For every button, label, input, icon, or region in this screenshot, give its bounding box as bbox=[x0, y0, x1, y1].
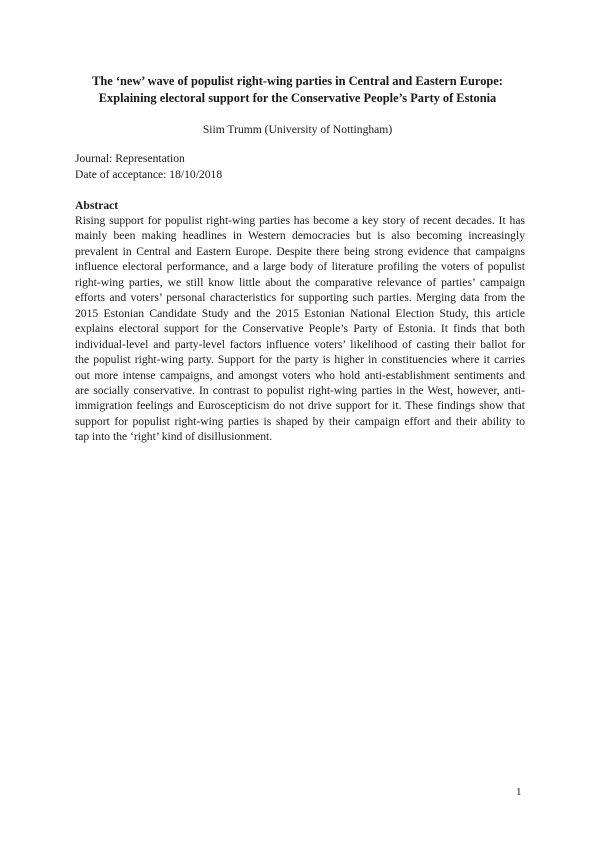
paper-title-line-2: Explaining electoral support for the Conservative People’s Party of Estonia bbox=[98, 91, 497, 105]
abstract-line: out more intense campaigns, and amongst voters who hold anti-establishment sentiments and bbox=[75, 368, 525, 382]
abstract-line: are socially conservative. In contrast to populist right-wing parties in the West, however, anti- bbox=[75, 383, 525, 397]
publication-meta bbox=[75, 151, 222, 182]
page-number: 1 bbox=[516, 786, 522, 798]
abstract-line: right-wing parties, we still know little about the comparative relevance of parties’ campaign bbox=[75, 275, 525, 289]
journal-name: Journal: Representation bbox=[75, 152, 185, 165]
abstract-line: prevalent in Central and Eastern Europe. Despite there being strong evidence that campaigns bbox=[75, 244, 525, 258]
abstract-line: influence electoral performance, and a large body of literature profiling the voters of populist bbox=[75, 260, 525, 274]
abstract-body bbox=[75, 213, 525, 445]
abstract-line: tap into the ‘right’ kind of disillusionment. bbox=[75, 430, 273, 444]
abstract-line: 2015 Estonian Candidate Study and the 2015 Estonian National Election Study, this article bbox=[75, 306, 525, 320]
abstract-line: immigration feelings and Euroscepticism do not drive support for it. These findings show that bbox=[75, 399, 525, 413]
abstract-line: individual-level and party-level factors influence voters’ likelihood of casting their ballot for bbox=[75, 337, 525, 351]
abstract-line: efforts and voters’ personal characteristics for supporting such parties. Merging data from the bbox=[75, 291, 525, 305]
abstract-heading: Abstract bbox=[75, 199, 119, 212]
author-affiliation: Siim Trumm (University of Nottingham) bbox=[202, 123, 393, 136]
paper-title bbox=[0, 73, 595, 107]
abstract-line: support for populist right-wing parties is shaped by their campaign effort and their ability to bbox=[75, 414, 525, 428]
acceptance-date: Date of acceptance: 18/10/2018 bbox=[75, 167, 223, 181]
abstract-line: mainly been making headlines in Western democracies but is also becoming increasingly bbox=[75, 229, 525, 243]
abstract-line: the populist right-wing party. Support for the party is higher in constituencies where it carries bbox=[75, 353, 525, 367]
abstract-line: explains electoral support for the Conservative People’s Party of Estonia. It finds that both bbox=[75, 322, 525, 336]
paper-title-line-1: The ‘new’ wave of populist right-wing parties in Central and Eastern Europe: bbox=[92, 74, 503, 88]
abstract-line: Rising support for populist right-wing parties has become a key story of recent decades. It has bbox=[75, 214, 525, 227]
